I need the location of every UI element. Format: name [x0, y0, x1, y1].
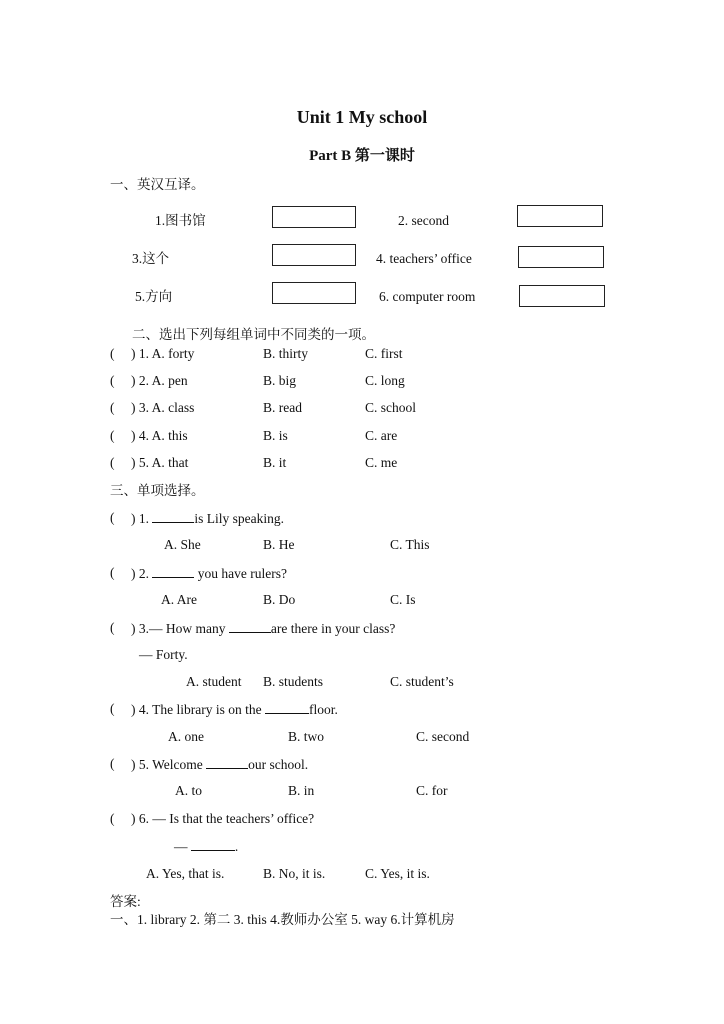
answer-box[interactable]	[272, 244, 356, 266]
option-b: B. No, it is.	[263, 866, 326, 881]
option-b: B. is	[263, 428, 288, 443]
paren-open: (	[110, 565, 115, 580]
question-2	[131, 565, 287, 582]
option-b: B. students	[263, 674, 324, 689]
option-b: B. Do	[263, 592, 296, 607]
translate-item: 6. computer room	[379, 289, 476, 304]
paren-open: (	[110, 756, 115, 771]
question-text: ) 3.— How many	[131, 621, 229, 636]
option-a: ) 3. A. class	[131, 400, 195, 415]
page-title: Unit 1 My school	[296, 107, 428, 127]
section2-heading: 二、选出下列每组单词中不同类的一项。	[132, 327, 375, 342]
translate-item: 1.图书馆	[155, 213, 206, 228]
question-text: ) 5. Welcome	[131, 757, 207, 772]
option-c: C. for	[416, 783, 448, 798]
question-text: our school.	[248, 757, 309, 772]
question-text: ) 2.	[131, 566, 153, 581]
paren-open: (	[110, 701, 115, 716]
option-a: ) 1. A. forty	[131, 346, 195, 361]
answer-box[interactable]	[517, 205, 603, 227]
option-a: A. to	[175, 783, 202, 798]
paren-open: (	[110, 346, 115, 361]
answer-line: — Forty.	[139, 647, 188, 662]
answer-blank[interactable]	[229, 620, 271, 633]
translate-item: 5.方向	[135, 289, 173, 304]
translate-item: 3.这个	[132, 251, 170, 266]
translate-item: 2. second	[398, 213, 449, 228]
paren-open: (	[110, 373, 115, 388]
option-c: C. are	[365, 428, 398, 443]
option-a: A. one	[168, 729, 204, 744]
paren-open: (	[110, 455, 115, 470]
option-a: A. Are	[161, 592, 197, 607]
section1-heading: 一、英汉互译。	[110, 177, 205, 192]
answer-blank[interactable]	[206, 756, 248, 769]
answer-line	[174, 838, 238, 855]
answer-box[interactable]	[272, 282, 356, 304]
question-4	[131, 701, 338, 718]
answer-box[interactable]	[519, 285, 605, 307]
option-a: A. student	[186, 674, 242, 689]
answer-blank[interactable]	[265, 701, 309, 714]
option-b: B. big	[263, 373, 297, 388]
option-b: B. read	[263, 400, 302, 415]
question-3	[131, 620, 395, 637]
option-a: ) 2. A. pen	[131, 373, 188, 388]
option-b: B. He	[263, 537, 295, 552]
paren-open: (	[110, 620, 115, 635]
answers-line: 一、1. library 2. 第二 3. this 4.教师办公室 5. way 6.计算机房	[110, 912, 455, 927]
paren-open: (	[110, 428, 115, 443]
option-c: C. school	[365, 400, 417, 415]
question-text: are there in your class?	[270, 621, 396, 636]
question-text: is Lily speaking.	[194, 511, 284, 526]
option-a: ) 4. A. this	[131, 428, 188, 443]
answer-blank[interactable]	[191, 838, 235, 851]
option-a: A. She	[164, 537, 201, 552]
question-text: you have rulers?	[194, 566, 287, 581]
option-c: C. student’s	[390, 674, 454, 689]
answer-dash: —	[174, 839, 191, 854]
answer-box[interactable]	[518, 246, 604, 268]
paren-open: (	[110, 510, 115, 525]
translate-item: 4. teachers’ office	[376, 251, 472, 266]
question-5	[131, 756, 308, 773]
option-a: ) 5. A. that	[131, 455, 189, 470]
option-c: C. me	[365, 455, 398, 470]
question-text: floor.	[308, 702, 338, 717]
option-c: C. Yes, it is.	[365, 866, 430, 881]
option-b: B. it	[263, 455, 287, 470]
option-c: C. Is	[390, 592, 416, 607]
option-c: C. long	[365, 373, 405, 388]
answer-box[interactable]	[272, 206, 356, 228]
question-text: ) 1.	[131, 511, 153, 526]
answer-period: .	[234, 839, 239, 854]
option-a: A. Yes, that is.	[146, 866, 225, 881]
question-1	[131, 510, 284, 527]
option-b: B. two	[288, 729, 325, 744]
answer-blank[interactable]	[152, 510, 194, 523]
option-b: B. thirty	[263, 346, 309, 361]
page-subtitle: Part B 第一课时	[309, 148, 415, 164]
section3-heading: 三、单项选择。	[110, 483, 205, 498]
option-c: C. This	[390, 537, 430, 552]
paren-open: (	[110, 811, 115, 826]
option-c: C. first	[365, 346, 403, 361]
option-c: C. second	[416, 729, 470, 744]
question-text: ) 4. The library is on the	[131, 702, 265, 717]
option-b: B. in	[288, 783, 315, 798]
answer-blank[interactable]	[152, 565, 194, 578]
answers-heading: 答案:	[110, 894, 141, 909]
question-6: ) 6. — Is that the teachers’ office?	[131, 811, 315, 826]
paren-open: (	[110, 400, 115, 415]
